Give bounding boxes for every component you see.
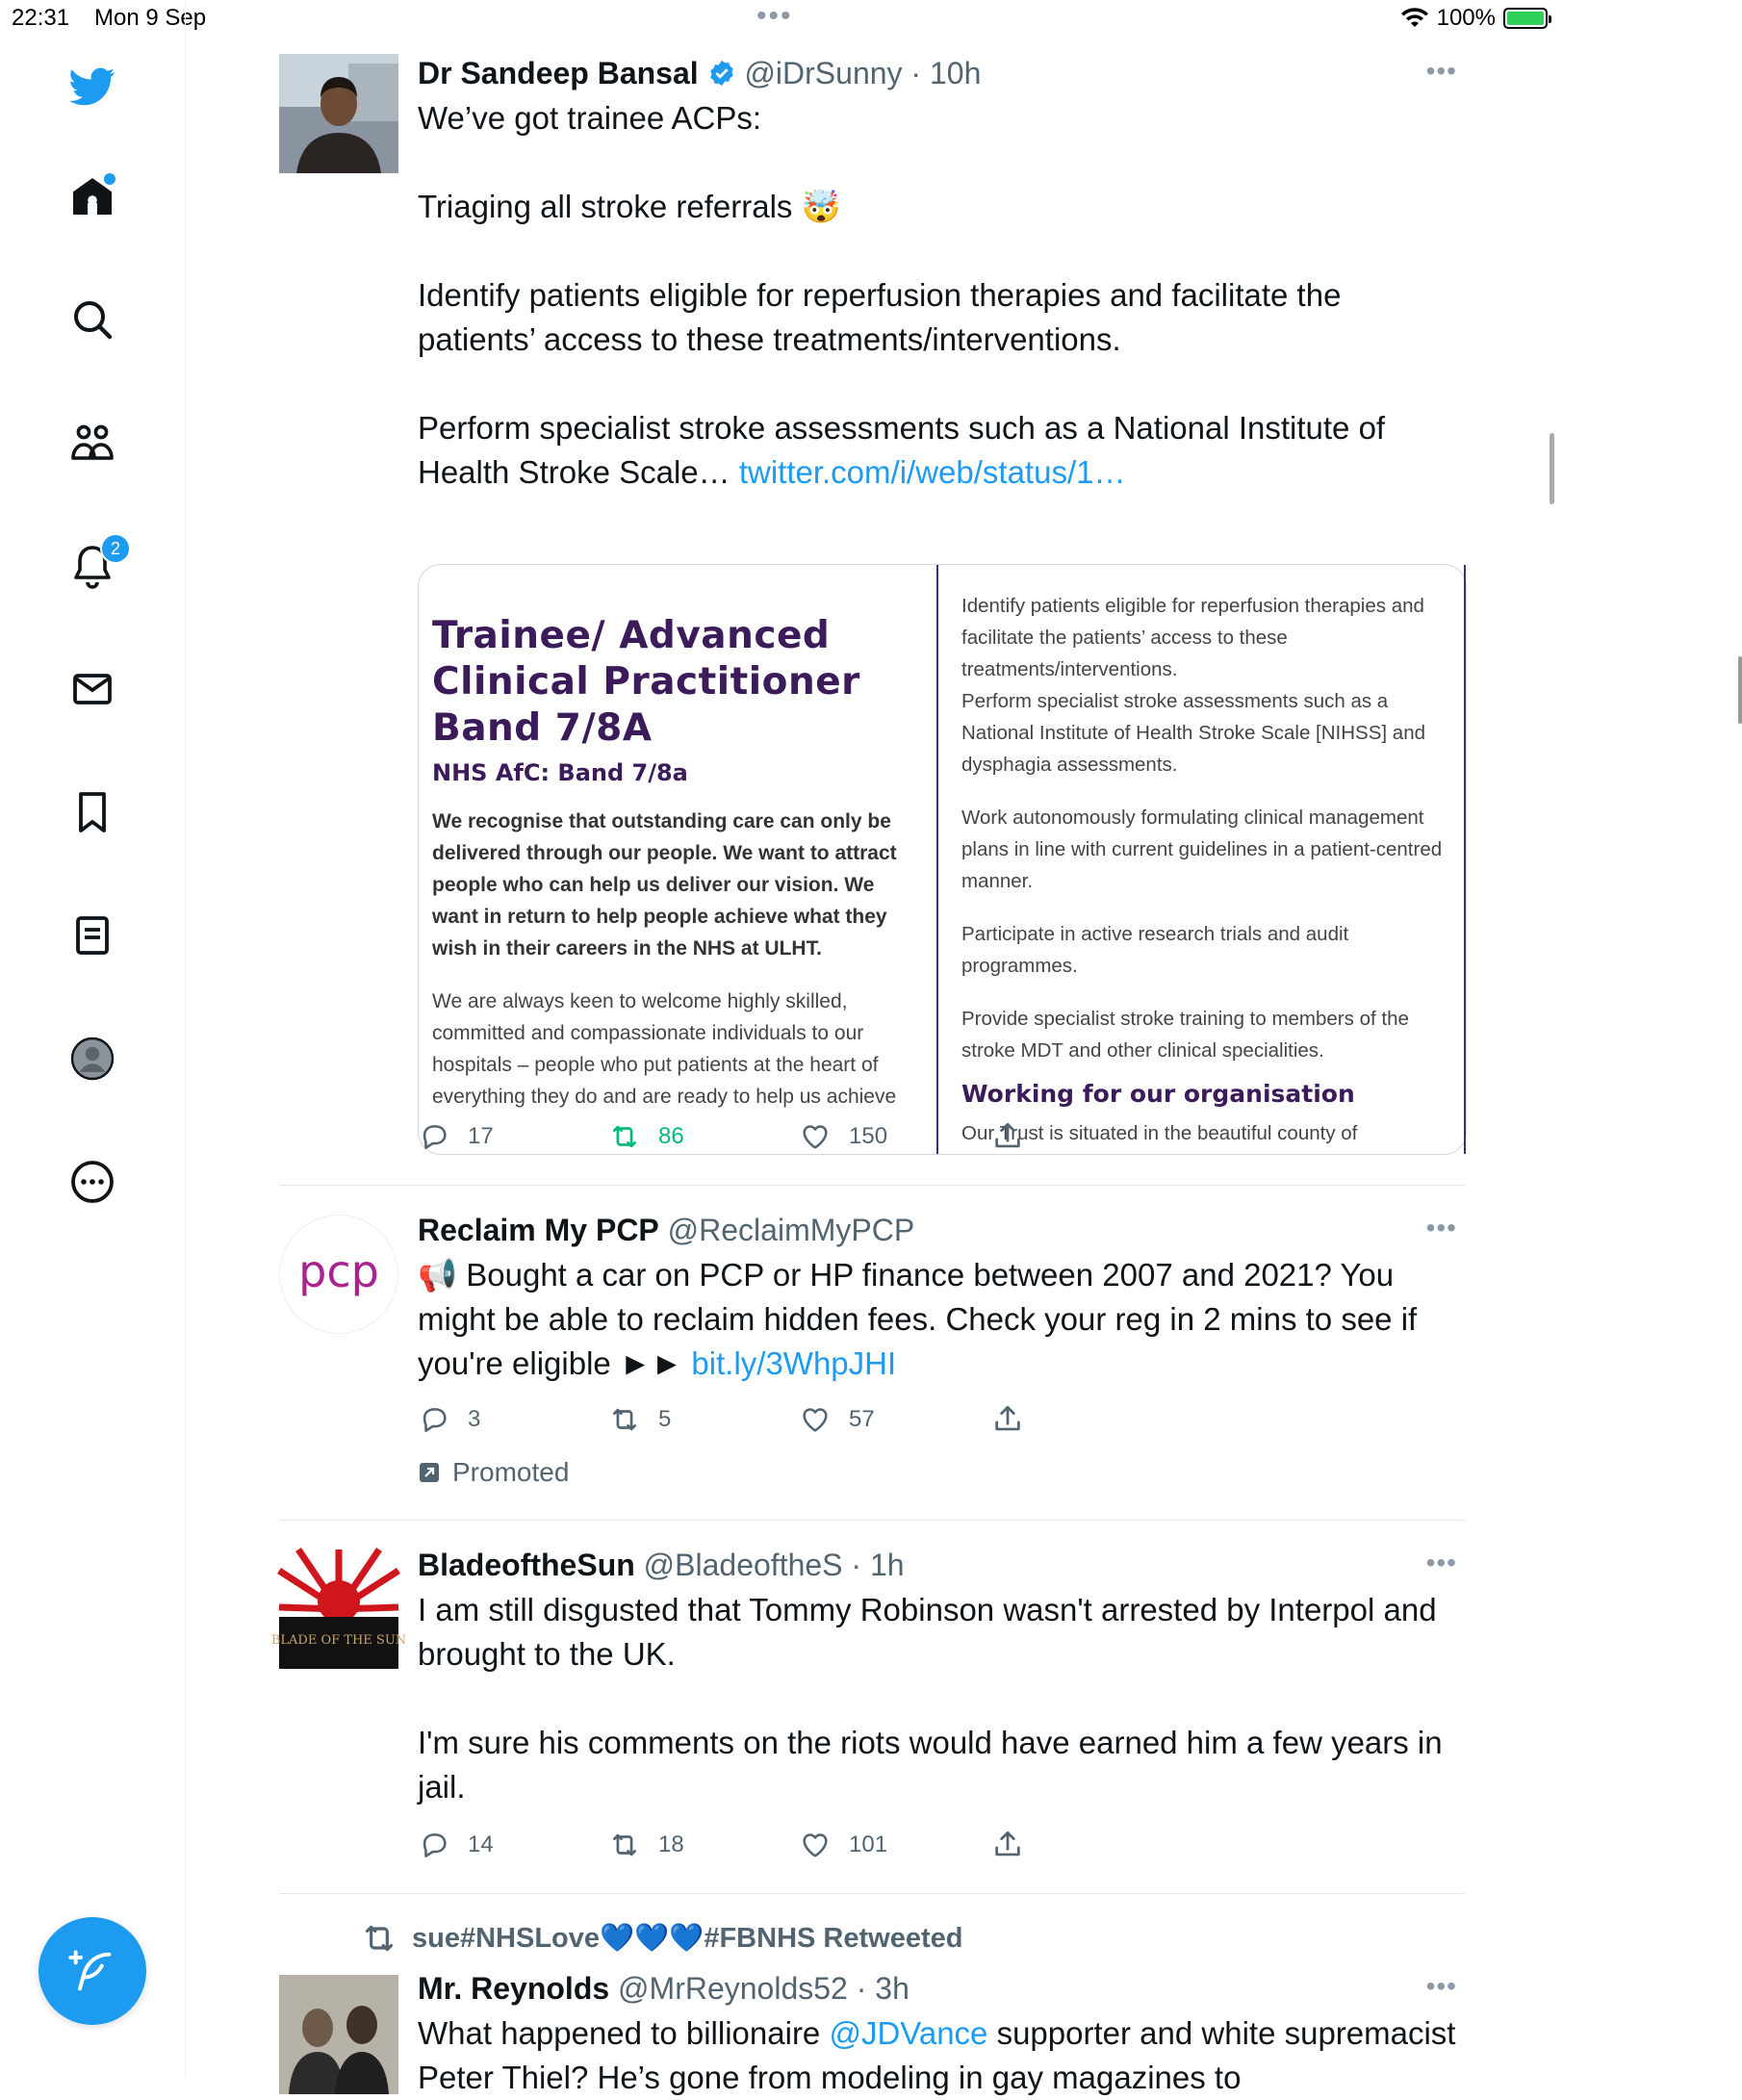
reply-button[interactable] [418,1829,494,1861]
retweet-icon [608,1403,641,1436]
promoted-label [418,1457,569,1488]
retweet-icon [360,1919,398,1958]
notifications-bell-icon[interactable] [64,537,121,595]
retweet-count: 5 [658,1406,672,1432]
avatar[interactable] [279,1215,398,1334]
mention-link[interactable]: @JDVance [829,2015,988,2051]
avatar[interactable] [279,1975,398,2094]
bookmarks-icon[interactable] [64,783,121,841]
media-scroll-indicator [1738,656,1742,724]
media-right-para-2: Perform specialist stroke assessments such as a National Institute of Health Stroke Scale [NIHSS] and dysphagia assessments. [961,690,1426,776]
share-icon [991,1120,1024,1153]
tweet-content [418,1967,1465,2100]
media-right-para-3: Work autonomously formulating clinical management plans in line with current guidelines in a patient-centred manner. [961,807,1443,892]
tweet-text: I am still disgusted that Tommy Robinson wasn't arrested by Interpol and brought to the UK. I'm sure his comments on the riots would have earned him a few years in jail. [418,1592,1443,1805]
profile-avatar-icon[interactable] [64,1030,121,1088]
media-right-border [1464,565,1466,1154]
tweet-time: · 3h [856,1971,909,2006]
media-right-para-1: Identify patients eligible for reperfusion therapies and facilitate the patients’ access to these treatments/interventions. [961,595,1424,680]
tweet-header [418,1544,1457,1586]
share-button[interactable] [991,1829,1024,1861]
promoted-text: Promoted [452,1457,570,1487]
reply-button[interactable] [418,1120,494,1153]
lists-icon[interactable] [64,907,121,964]
author-name[interactable]: Dr Sandeep Bansal [418,56,699,90]
like-button[interactable] [799,1403,875,1436]
tweet-more-icon[interactable]: ••• [1425,1548,1457,1577]
tweet-text-before: What happened to billionaire [418,2015,830,2051]
author-handle[interactable]: @BladeoftheS [643,1548,843,1582]
retweet-count: 18 [658,1831,684,1857]
tweet-content [418,1544,1457,1809]
avatar[interactable] [279,54,398,173]
author-name[interactable]: Mr. Reynolds [418,1971,610,2006]
media-doc-band: NHS AfC: Band 7/8a [432,759,688,786]
like-count: 101 [849,1831,888,1857]
like-count: 57 [849,1406,875,1432]
tweet-divider [279,1520,1465,1521]
tweet-text-after: supporter and white supremacist Peter Thiel? He’s gone from modeling in gay magazines to [418,2015,1465,2095]
tweet-actions [418,1829,1091,1867]
promoted-arrow-icon [418,1461,441,1484]
reply-button[interactable] [418,1403,480,1436]
tweet-actions [418,1403,1091,1442]
retweet-count: 86 [658,1123,684,1149]
media-doc-paragraph: We are always keen to welcome highly skilled, committed and compassionate individuals to our hospitals – people who put patients at the heart of everything they do and are ready to help us achieve [432,990,897,1108]
more-options-icon[interactable] [64,1153,121,1211]
retweeted-by-label[interactable] [360,1919,962,1958]
like-count: 150 [849,1123,888,1149]
search-icon[interactable] [64,291,121,348]
author-name[interactable]: Reclaim My PCP [418,1213,659,1247]
page-scrollbar[interactable] [1550,433,1554,504]
tweet-content [418,1209,1457,1386]
tweet-content [418,52,1457,495]
tweet-more-icon[interactable]: ••• [1425,1213,1457,1242]
multitasking-dots-icon[interactable]: ••• [756,0,793,32]
reply-icon [418,1120,450,1153]
media-right-heading: Working for our organisation [961,1080,1355,1108]
tweet-link[interactable]: twitter.com/i/web/status/1… [738,454,1126,490]
reply-count: 3 [468,1406,481,1432]
battery-icon [1503,8,1548,29]
media-left-column [419,565,936,1154]
reply-count: 14 [468,1831,494,1857]
tweet-text [418,96,1457,495]
reply-icon [418,1829,450,1861]
media-right-para-4: Participate in active research trials and audit programmes. [961,923,1349,977]
author-handle[interactable]: @ReclaimMyPCP [667,1213,915,1247]
media-right-para-5: Provide specialist stroke training to members of the stroke MDT and other clinical specialities. [961,1008,1409,1062]
battery-percent: 100% [1436,5,1496,31]
tweet-header [418,1967,1457,2010]
status-bar [0,0,1559,38]
media-doc-bold-paragraph: We recognise that outstanding care can only be delivered through our people. We want to attract people who can help us deliver our vision. We want in return to help people achieve what they wish in their careers in the NHS at ULHT. [432,810,897,960]
share-icon [991,1829,1024,1861]
reply-icon [418,1403,450,1436]
share-button[interactable] [991,1120,1024,1153]
retweet-button[interactable] [608,1829,684,1861]
author-handle[interactable]: @iDrSunny [744,56,903,90]
tweet-text [418,2011,1465,2100]
twitter-logo-icon[interactable] [64,58,121,115]
avatar-logo-text: pcp [298,1245,379,1297]
reply-count: 17 [468,1123,494,1149]
avatar[interactable] [270,1549,407,1669]
tweet-time: · 1h [851,1548,905,1582]
verified-badge-icon [707,59,736,88]
tweet-text [418,1253,1457,1386]
tweet-header [418,1209,1457,1251]
media-doc-title: Trainee/ Advanced Clinical Practitioner Band 7/8A [432,614,860,750]
retweet-icon [608,1829,641,1861]
compose-feather-icon [67,1946,117,1996]
retweet-button[interactable] [608,1403,671,1436]
like-button[interactable] [799,1120,887,1153]
retweet-icon [608,1120,641,1153]
status-right [1400,5,1548,32]
tweet-actions [418,1120,1091,1159]
compose-tweet-button[interactable] [38,1917,146,2025]
messages-envelope-icon[interactable] [64,660,121,718]
share-button[interactable] [991,1403,1024,1436]
home-unread-dot [104,173,115,185]
share-icon [991,1403,1024,1436]
status-date: Mon 9 Sep [94,5,207,31]
sidebar [0,0,186,2079]
notifications-badge: 2 [100,533,131,564]
avatar-logo-text: BLADE OF THE SUN [270,1633,407,1648]
tweet-divider [279,1893,1465,1894]
like-button[interactable] [799,1829,887,1861]
retweet-button[interactable] [608,1120,684,1153]
author-name[interactable]: BladeoftheSun [418,1548,635,1582]
author-handle[interactable]: @MrReynolds52 [618,1971,848,2006]
wifi-icon [1400,7,1429,30]
tweet-header [418,52,1457,94]
tweet-divider [279,1185,1465,1186]
retweeted-by-text: sue#NHSLove💙💙💙#FBNHS Retweeted [412,1923,963,1954]
status-time: 22:31 [12,5,70,31]
tweet-more-icon[interactable]: ••• [1425,1971,1457,2001]
tweet-link[interactable]: bit.ly/3WhpJHI [691,1345,897,1381]
tweet-text-body: 📢 Bought a car on PCP or HP finance between 2007 and 2021? You might be able to reclaim hidden fees. Check your reg in 2 mins to see if you're eligible ►► [418,1257,1426,1381]
heart-icon [799,1120,832,1153]
tweet-more-icon[interactable]: ••• [1425,56,1457,86]
tweet-time: · 10h [910,56,982,90]
media-right-cut-line: Our Trust is situated in the beautiful county of [961,1122,1358,1144]
home-icon[interactable] [64,167,121,225]
media-right-column [938,565,1466,1154]
tweet-media-image[interactable] [418,564,1467,1155]
heart-icon [799,1829,832,1861]
tweet-text-body: We’ve got trainee ACPs: Triaging all stroke referrals 🤯 Identify patients eligible for reperfusion therapies and facilitate the patients’ access to these treatments/interventions. Perform specialist stroke assessments such as a National Institute of Health Stroke Scale… [418,100,1386,490]
heart-icon [799,1403,832,1436]
communities-icon[interactable] [64,414,121,472]
